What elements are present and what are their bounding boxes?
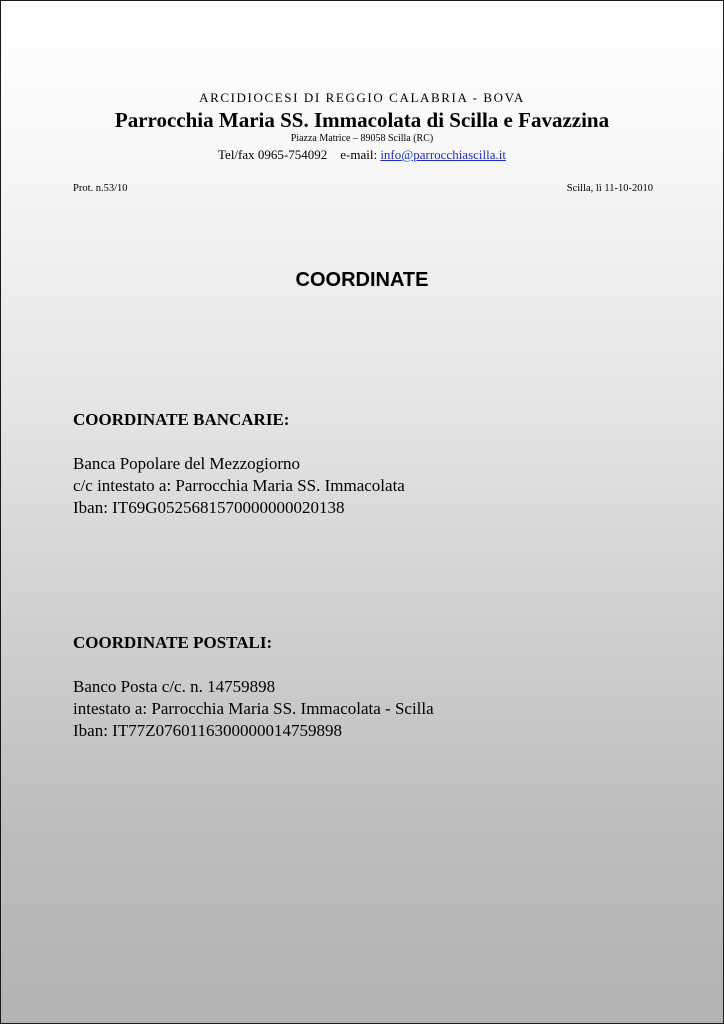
bank-heading: COORDINATE BANCARIE:: [73, 410, 290, 429]
document-title: COORDINATE: [295, 269, 429, 291]
protocol-number: Prot. n.53/10: [73, 183, 128, 194]
parish-name: Parrocchia Maria SS. Immacolata di Scilla e Favazzina: [114, 108, 610, 132]
parish-address: Piazza Matrice – 89058 Scilla (RC): [290, 133, 434, 144]
postal-account-holder: intestato a: Parrocchia Maria SS. Immacolata - Scilla: [73, 699, 434, 718]
postal-iban: Iban: IT77Z0760116300000014759898: [73, 721, 342, 740]
bank-details-section: [73, 409, 405, 519]
postal-heading: COORDINATE POSTALI:: [73, 633, 273, 652]
email-label: e-mail:: [340, 147, 378, 162]
phone-fax: Tel/fax 0965-754092: [218, 147, 328, 162]
postal-account: Banco Posta c/c. n. 14759898: [73, 677, 276, 696]
archdiocese-name: ARCIDIOCESI DI REGGIO CALABRIA - BOVA: [199, 90, 525, 105]
place-and-date: Scilla, lì 11-10-2010: [566, 183, 653, 194]
contact-line: [1, 147, 723, 163]
bank-name: Banca Popolare del Mezzogiorno: [73, 454, 301, 473]
bank-account-holder: c/c intestato a: Parrocchia Maria SS. Immacolata: [73, 476, 405, 495]
postal-details-section: [73, 632, 434, 742]
bank-iban: Iban: IT69G0525681570000000020138: [73, 498, 345, 517]
email-link[interactable]: info@parrocchiascilla.it: [380, 147, 506, 162]
